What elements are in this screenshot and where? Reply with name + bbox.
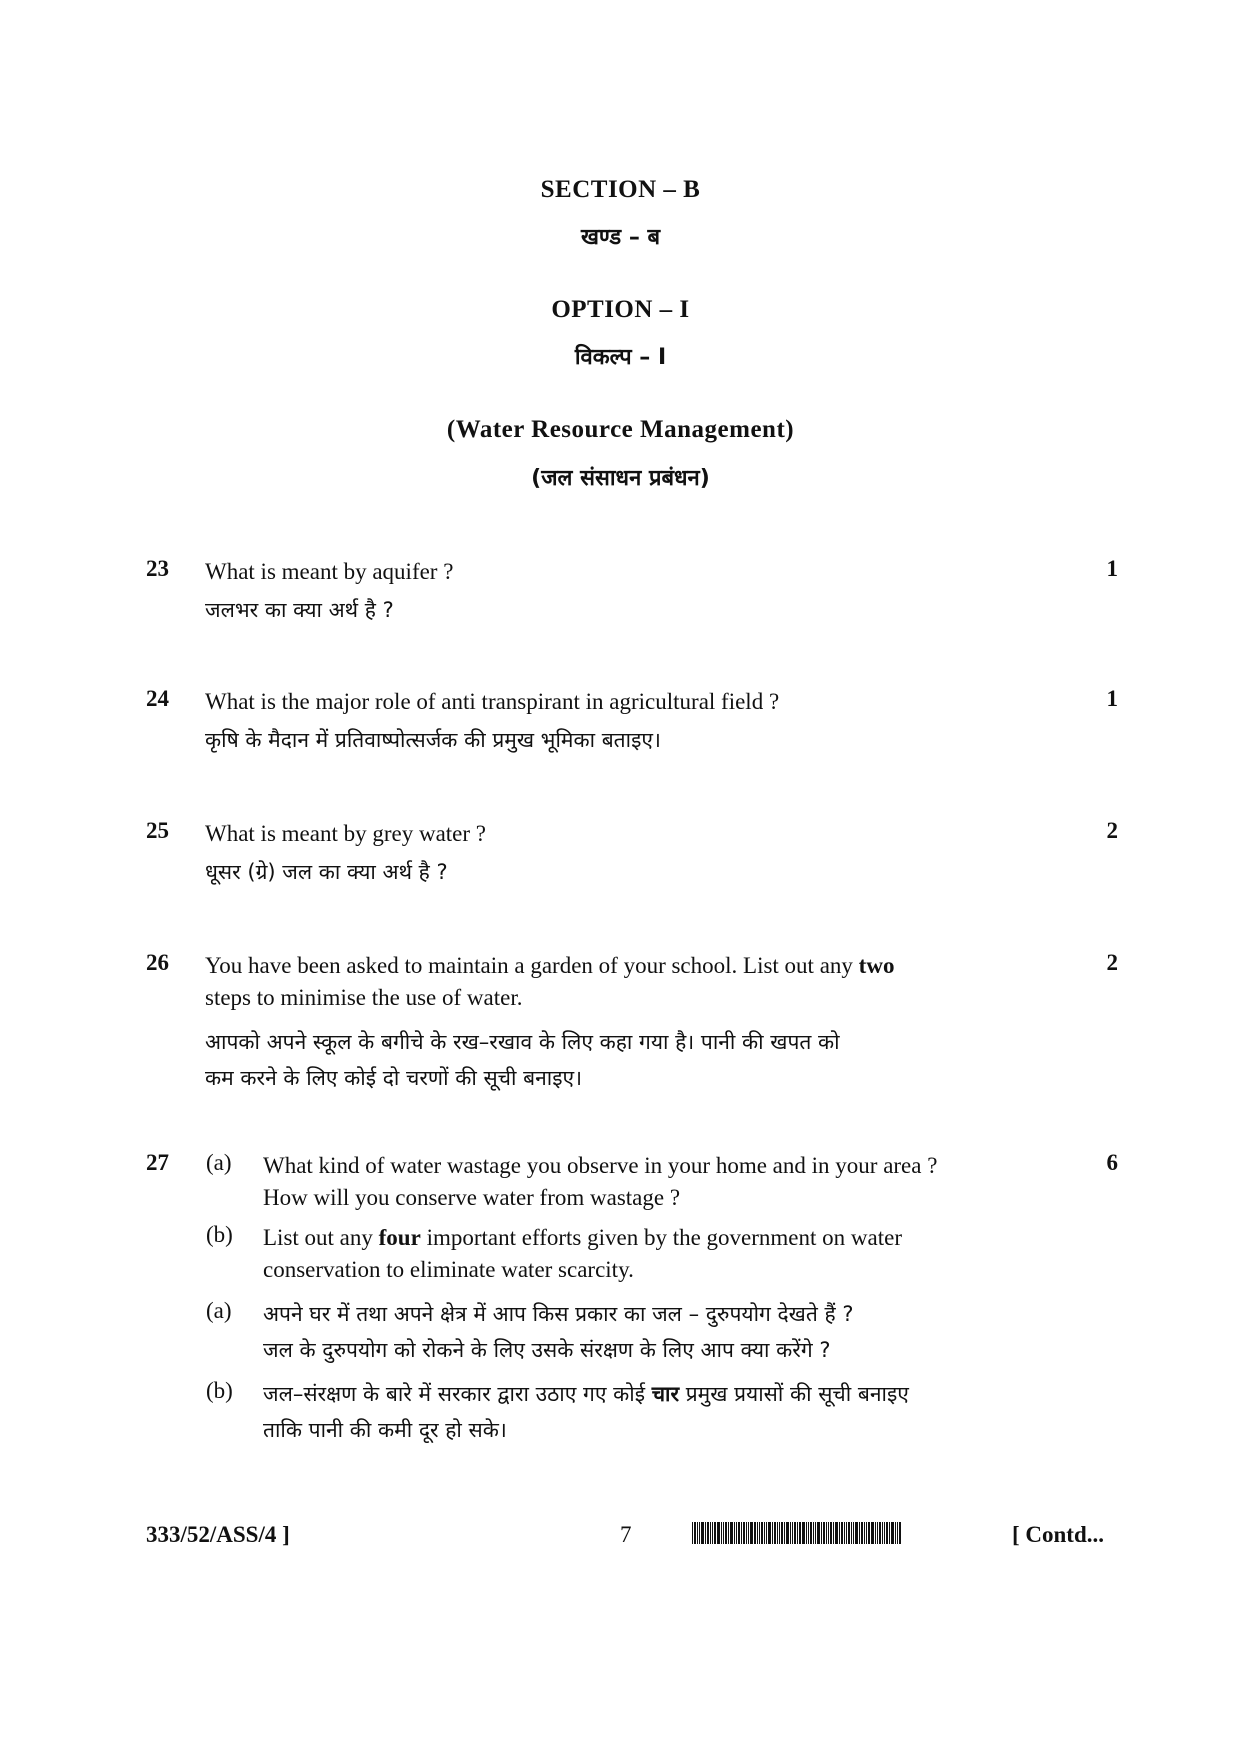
barcode-stripe [714, 1522, 716, 1544]
section-heading-hindi: खण्ड – ब [580, 225, 661, 250]
barcode-stripe [848, 1522, 850, 1544]
barcode-stripe [853, 1522, 854, 1544]
barcode-stripe [823, 1522, 825, 1544]
barcode-stripe [730, 1522, 733, 1544]
barcode-stripe [866, 1522, 867, 1544]
barcode-stripe [712, 1522, 713, 1544]
subpart-label-a: (a) [206, 1150, 232, 1175]
question-text-hindi-line-1: आपको अपने स्कूल के बगीचे के रख–रखाव के लिए कहा गया है। पानी की खपत को [205, 1030, 840, 1054]
barcode-stripe [851, 1522, 852, 1544]
barcode-stripe [725, 1522, 727, 1544]
barcode-stripe [707, 1522, 709, 1544]
question-text: What is the major role of anti transpirant in agricultural field ? [205, 689, 780, 714]
barcode-stripe [761, 1522, 763, 1544]
question-number: 27 [146, 1150, 169, 1175]
topic-heading-hindi: (जल संसाधन प्रबंधन) [531, 466, 710, 491]
barcode-stripe [821, 1522, 822, 1544]
paper-code: 333/52/ASS/4 ] [146, 1522, 290, 1547]
barcode-stripe [839, 1522, 840, 1544]
question-number: 25 [146, 818, 169, 843]
barcode-stripe [879, 1522, 881, 1544]
question-number: 24 [146, 686, 169, 711]
barcode [692, 1522, 992, 1544]
question-marks: 1 [1106, 556, 1118, 581]
barcode-stripe [697, 1522, 698, 1544]
barcode-stripe [877, 1522, 878, 1544]
question-text-line-1: You have been asked to maintain a garden of your school. List out any two [205, 953, 895, 978]
barcode-stripe [748, 1522, 749, 1544]
barcode-stripe [754, 1522, 756, 1544]
barcode-stripe [774, 1522, 776, 1544]
question-number: 26 [146, 950, 169, 975]
barcode-stripe [808, 1522, 809, 1544]
barcode-stripe [699, 1522, 700, 1544]
question-marks: 2 [1106, 950, 1118, 975]
barcode-stripe [786, 1522, 789, 1544]
barcode-stripe [875, 1522, 876, 1544]
barcode-stripe [694, 1522, 696, 1544]
barcode-stripe [797, 1522, 798, 1544]
barcode-stripe [806, 1522, 807, 1544]
barcode-stripe [897, 1522, 898, 1544]
barcode-stripe [750, 1522, 753, 1544]
barcode-stripe [889, 1522, 890, 1544]
barcode-stripe [844, 1522, 845, 1544]
barcode-stripe [738, 1522, 740, 1544]
subpart-b-hindi-line-2: ताकि पानी की कमी दूर हो सके। [263, 1418, 507, 1442]
barcode-stripe [781, 1522, 783, 1544]
subpart-label-b-hindi: (b) [206, 1378, 233, 1403]
barcode-stripe [828, 1522, 829, 1544]
barcode-stripe [790, 1522, 791, 1544]
question-text-hindi: जलभर का क्या अर्थ है ? [205, 598, 394, 622]
barcode-stripe [871, 1522, 874, 1544]
barcode-stripe [884, 1522, 885, 1544]
subpart-b-text-line-2: conservation to eliminate water scarcity. [263, 1257, 634, 1282]
barcode-stripe [813, 1522, 814, 1544]
subpart-b-text-line-1: List out any four important efforts given by the government on water [263, 1225, 902, 1250]
subpart-a-text-line-1: What kind of water wastage you observe in your home and in your area ? [263, 1153, 938, 1178]
barcode-stripe [815, 1522, 816, 1544]
question-text-hindi-line-2: कम करने के लिए कोई दो चरणों की सूची बनाइए। [205, 1066, 583, 1090]
barcode-stripe [794, 1522, 796, 1544]
continued-label: [ Contd... [1012, 1522, 1105, 1547]
question-number: 23 [146, 556, 169, 581]
question-text: What is meant by aquifer ? [205, 559, 454, 584]
barcode-stripe [861, 1522, 863, 1544]
barcode-stripe [826, 1522, 827, 1544]
barcode-stripe [768, 1522, 771, 1544]
barcode-stripe [899, 1522, 901, 1544]
barcode-stripe [705, 1522, 706, 1544]
barcode-stripe [764, 1522, 765, 1544]
barcode-stripe [701, 1522, 704, 1544]
barcode-stripe [802, 1522, 805, 1544]
barcode-stripe [692, 1522, 693, 1544]
barcode-stripe [723, 1522, 724, 1544]
subpart-a-hindi-line-2: जल के दुरुपयोग को रोकने के लिए उसके संरक्षण के लिए आप क्या करेंगे ? [263, 1338, 831, 1362]
subpart-a-hindi-line-1: अपने घर में तथा अपने क्षेत्र में आप किस प्रकार का जल – दुरुपयोग देखते हैं ? [263, 1302, 854, 1326]
question-text: What is meant by grey water ? [205, 821, 486, 846]
barcode-stripe [728, 1522, 729, 1544]
barcode-stripe [710, 1522, 711, 1544]
barcode-stripe [799, 1522, 801, 1544]
topic-heading: (Water Resource Management) [446, 416, 795, 443]
barcode-stripe [734, 1522, 735, 1544]
barcode-stripe [891, 1522, 894, 1544]
barcode-stripe [817, 1522, 820, 1544]
barcode-stripe [846, 1522, 847, 1544]
barcode-stripe [882, 1522, 883, 1544]
barcode-stripe [859, 1522, 860, 1544]
question-marks: 2 [1106, 818, 1118, 843]
barcode-stripe [886, 1522, 888, 1544]
barcode-stripe [841, 1522, 843, 1544]
question-text-hindi: धूसर (ग्रे) जल का क्या अर्थ है ? [205, 860, 448, 884]
barcode-stripe [717, 1522, 720, 1544]
barcode-stripe [835, 1522, 838, 1544]
barcode-stripe [864, 1522, 865, 1544]
barcode-stripe [830, 1522, 832, 1544]
barcode-stripe [777, 1522, 778, 1544]
option-heading: OPTION – I [551, 296, 690, 323]
question-marks: 1 [1106, 686, 1118, 711]
barcode-stripe [810, 1522, 812, 1544]
barcode-stripe [766, 1522, 767, 1544]
option-heading-hindi: विकल्प – I [574, 345, 667, 370]
subpart-label-a-hindi: (a) [206, 1298, 232, 1323]
question-text-hindi: कृषि के मैदान में प्रतिवाष्पोत्सर्जक की प्रमुख भूमिका बताइए। [205, 728, 661, 752]
barcode-stripe [759, 1522, 760, 1544]
subpart-a-text-line-2: How will you conserve water from wastage ? [263, 1185, 681, 1210]
barcode-stripe [868, 1522, 870, 1544]
barcode-stripe [736, 1522, 737, 1544]
barcode-stripe [757, 1522, 758, 1544]
page-number: 7 [620, 1522, 632, 1547]
subpart-label-b: (b) [206, 1222, 233, 1247]
barcode-stripe [721, 1522, 722, 1544]
barcode-stripe [772, 1522, 773, 1544]
barcode-stripe [779, 1522, 780, 1544]
barcode-stripe [741, 1522, 742, 1544]
question-text-line-2: steps to minimise the use of water. [205, 985, 523, 1010]
barcode-stripe [746, 1522, 747, 1544]
question-marks: 6 [1106, 1150, 1118, 1175]
barcode-stripe [784, 1522, 785, 1544]
barcode-stripe [792, 1522, 793, 1544]
section-heading: SECTION – B [540, 176, 701, 203]
barcode-stripe [833, 1522, 834, 1544]
barcode-stripe [855, 1522, 858, 1544]
subpart-b-hindi-line-1: जल–संरक्षण के बारे में सरकार द्वारा उठाए गए कोई चार प्रमुख प्रयासों की सूची बनाइए [263, 1382, 909, 1406]
barcode-stripe [895, 1522, 896, 1544]
barcode-stripe [743, 1522, 745, 1544]
